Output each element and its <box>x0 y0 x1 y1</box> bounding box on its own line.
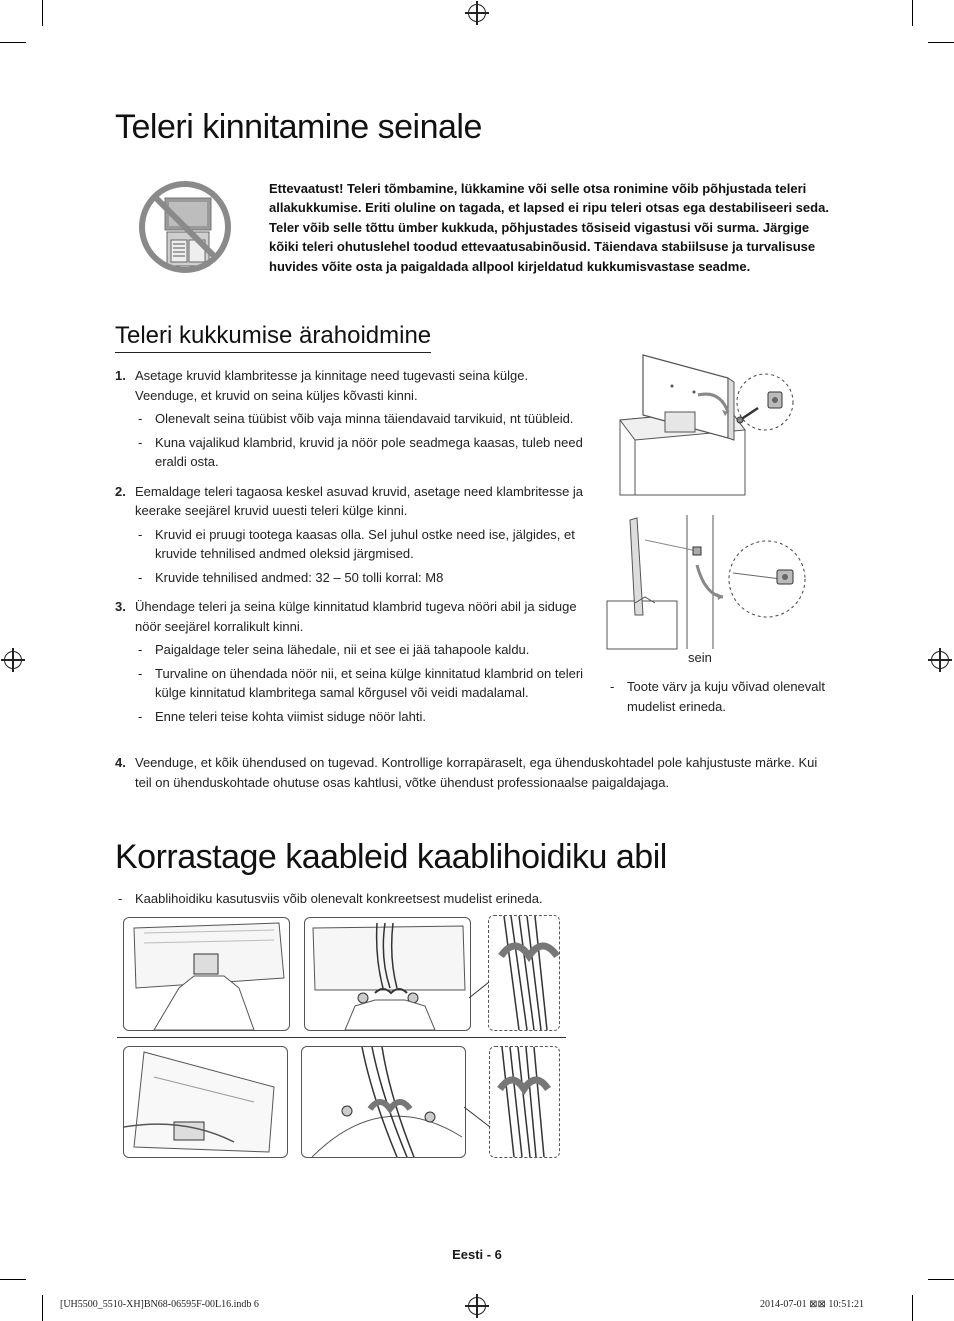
section-title: Korrastage kaableid kaablihoidiku abil <box>115 838 667 876</box>
crop-mark <box>42 0 43 26</box>
page-number: Eesti - 6 <box>452 1247 502 1262</box>
step-1 <box>115 366 590 472</box>
step-number: 1. <box>115 368 126 383</box>
step-text: Ühendage teleri ja seina külge kinnitatud klambrid tugeva nööri abil ja siduge nöör seejärel korralikult kinni. <box>135 599 577 634</box>
registration-mark-icon <box>468 4 486 22</box>
cable-holder-icon <box>489 1046 560 1158</box>
wall-illustration <box>605 515 810 655</box>
page-title: Teleri kinnitamine seinale <box>115 108 482 146</box>
crop-mark <box>0 42 26 43</box>
figure-note: - Toote värv ja kuju võivad olenevalt mudelist erineda. <box>610 679 826 714</box>
crop-mark <box>928 42 954 43</box>
crop-mark <box>912 1295 913 1321</box>
step-number: 3. <box>115 599 126 614</box>
cable-note: - Kaablihoidiku kasutusviis võib olenevalt konkreetsest mudelist erineda. <box>118 891 543 906</box>
figure-divider <box>117 1037 566 1038</box>
step-text: Asetage kruvid klambritesse ja kinnitage need tugevasti seina külge. Veenduge, et kruvid on seina küljes kõvasti kinni. <box>135 368 529 403</box>
callout-line <box>464 1105 492 1129</box>
steps-list <box>115 366 590 726</box>
step-3 <box>115 597 590 726</box>
step-text: Veenduge, et kõik ühendused on tugevad. Kontrollige korrapäraselt, ega ühenduskohtadel pole kahjustuste märke. Kui teil on ühenduskohtade ohutuse osas kahtlusi, võtke ühendust professionaalse paigaldajaga. <box>135 755 818 790</box>
callout-line <box>469 980 491 1000</box>
cable-step-figure <box>123 917 290 1031</box>
cable-step-figure <box>123 1046 288 1158</box>
subsection-title: Teleri kukkumise ärahoidmine <box>115 322 431 353</box>
crop-mark <box>0 1279 26 1280</box>
registration-mark-icon <box>468 1297 486 1315</box>
step-note: - Kuna vajalikud klambrid, kruvid ja nöör pole seadmega kaasas, tuleb need eraldi osta. <box>138 434 583 469</box>
registration-mark-icon <box>4 651 22 669</box>
step-note: - Kruvide tehnilised andmed: 32 – 50 tolli korral: M8 <box>138 569 444 585</box>
step-text: Eemaldage teleri tagaosa keskel asuvad kruvid, asetage need klambritesse ja keerake seejärel kruvid uuesti teleri külge kinni. <box>135 483 584 518</box>
step-number: 4. <box>115 755 126 770</box>
step-number: 2. <box>115 483 126 499</box>
cable-step-figure <box>301 1046 466 1158</box>
cable-holder-icon <box>488 915 560 1031</box>
step-note: - Turvaline on ühendada nöör nii, et seina külge kinnitatud klambrid on teleri külge kinnitatud klambritega samal kõrgusel või veidi madalamal. <box>138 665 584 700</box>
cable-step-figure <box>304 917 471 1031</box>
warning-text: Ettevaatust! Teleri tõmbamine, lükkamine või selle otsa ronimine võib põhjustada teleri allakukkumise. Eriti oluline on tagada, et lapsed ei ripu teleri otsas ega destabiliseeri seda. Teler võib selle tõttu ümber kukkuda, põhjustades tõsiseid vigastusi või surma. Järgige kõiki teleri ohutuslehel toodud ettevaatusabinõusid. Täiendava stabiilsuse ja turvalisuse huvides võite osta ja paigaldada allpool kirjeldatud kukkumisvastase seadme. <box>269 181 829 274</box>
date-slug: 2014-07-01 ⊠⊠ 10:51:21 <box>760 1299 864 1310</box>
step-note: - Paigaldage teler seina lähedale, nii et see ei jää tahapoole kaldu. <box>138 642 530 657</box>
bracket-icon <box>768 392 782 408</box>
wall-label: sein <box>688 650 712 665</box>
step-2 <box>115 482 590 588</box>
registration-mark-icon <box>931 651 949 669</box>
crop-mark <box>928 1279 954 1280</box>
crop-mark <box>912 0 913 26</box>
step-note: - Enne teleri teise kohta viimist siduge nöör lahti. <box>138 708 426 724</box>
step-note: - Kruvid ei pruugi tootega kaasas olla. Sel juhul ostke need ise, jälgides, et kruvide tehnilised andmed oleksid järgmised. <box>138 526 575 561</box>
step-4 <box>115 753 833 792</box>
no-climbing-icon <box>137 180 233 274</box>
file-slug: [UH5500_5510-XH]BN68-06595F-00L16.indb 6 <box>60 1299 259 1310</box>
step-note: - Olenevalt seina tüübist võib vaja minna täiendavaid tarvikuid, nt tüübleid. <box>138 411 574 426</box>
crop-mark <box>42 1295 43 1321</box>
tv-stand-illustration <box>610 350 810 500</box>
